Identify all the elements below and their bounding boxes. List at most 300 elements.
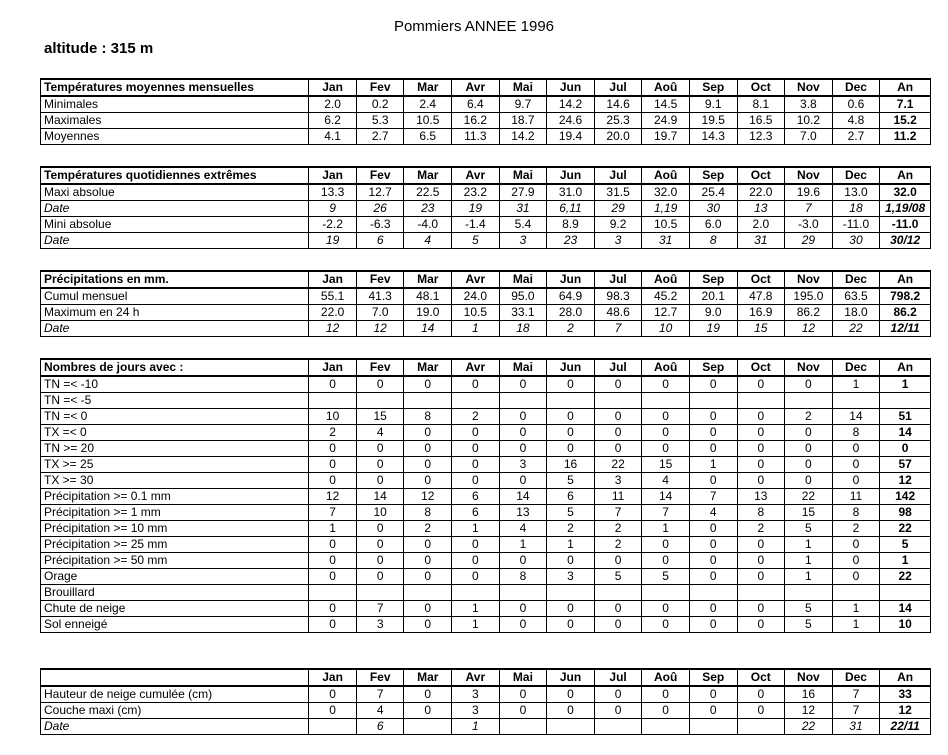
section-header: Précipitations en mm. [41, 271, 309, 288]
value-cell: 0 [452, 457, 500, 473]
value-cell: 6 [547, 489, 595, 505]
month-header: Mai [499, 271, 547, 288]
month-header: Dec [832, 271, 880, 288]
value-cell: 24.0 [452, 288, 500, 305]
value-cell: 0 [547, 425, 595, 441]
value-cell: 12 [356, 321, 404, 337]
section-table-t2 [40, 166, 931, 249]
value-cell: 55.1 [309, 288, 357, 305]
value-cell: 31 [642, 233, 690, 249]
month-header: An [880, 669, 931, 686]
value-cell: 16.9 [737, 305, 785, 321]
value-cell [452, 393, 500, 409]
value-cell: 0 [309, 376, 357, 393]
table-row [41, 376, 931, 393]
month-header: Sep [689, 167, 737, 184]
value-cell: 95.0 [499, 288, 547, 305]
table-row [41, 217, 931, 233]
value-cell: 0 [594, 703, 642, 719]
section-header: Températures moyennes mensuelles [41, 79, 309, 96]
value-cell: 12.3 [737, 129, 785, 145]
value-cell: 1 [785, 553, 833, 569]
value-cell: 0 [499, 703, 547, 719]
month-header: Sep [689, 359, 737, 376]
value-cell: -3.0 [785, 217, 833, 233]
value-cell: 14.2 [499, 129, 547, 145]
value-cell: 22 [785, 489, 833, 505]
value-cell: 0 [309, 537, 357, 553]
value-cell: 10 [642, 321, 690, 337]
value-cell: 4 [356, 425, 404, 441]
month-header: Oct [737, 669, 785, 686]
month-header: Jan [309, 669, 357, 686]
value-cell: 1 [452, 321, 500, 337]
row-label: Chute de neige [41, 601, 309, 617]
value-cell: 0 [832, 537, 880, 553]
value-cell [309, 719, 357, 735]
value-cell: 0 [499, 686, 547, 703]
value-cell: 4.8 [832, 113, 880, 129]
value-cell: 19 [452, 201, 500, 217]
value-cell: 2.0 [309, 96, 357, 113]
value-cell: 15 [737, 321, 785, 337]
value-cell: 0 [309, 441, 357, 457]
value-cell: 14 [832, 409, 880, 425]
value-cell: 13 [499, 505, 547, 521]
month-header: Oct [737, 271, 785, 288]
row-label: Date [41, 321, 309, 337]
section-table-t1 [40, 78, 931, 145]
value-cell: 31.5 [594, 184, 642, 201]
section-table-t3 [40, 270, 931, 337]
annual-cell: 11.2 [880, 129, 931, 145]
value-cell [785, 585, 833, 601]
value-cell: 3 [594, 233, 642, 249]
value-cell: 13.0 [832, 184, 880, 201]
value-cell: 0 [356, 473, 404, 489]
value-cell [309, 393, 357, 409]
value-cell: 1 [785, 569, 833, 585]
value-cell: 8 [689, 233, 737, 249]
value-cell: 0 [737, 473, 785, 489]
value-cell: 2 [547, 521, 595, 537]
table-row [41, 129, 931, 145]
value-cell: 0 [689, 409, 737, 425]
value-cell: 5 [785, 601, 833, 617]
row-label: Maximum en 24 h [41, 305, 309, 321]
value-cell: 9 [309, 201, 357, 217]
month-header: Oct [737, 167, 785, 184]
row-label: Sol enneigé [41, 617, 309, 633]
row-label: Cumul mensuel [41, 288, 309, 305]
value-cell: 7 [594, 505, 642, 521]
value-cell: 0 [737, 376, 785, 393]
value-cell: 0 [404, 617, 452, 633]
value-cell: 16 [547, 457, 595, 473]
row-label: Précipitation >= 10 mm [41, 521, 309, 537]
month-header: Oct [737, 79, 785, 96]
month-header: Mar [404, 271, 452, 288]
value-cell: 2 [737, 521, 785, 537]
month-header: Jan [309, 167, 357, 184]
value-cell: 1 [452, 617, 500, 633]
month-header: Avr [452, 271, 500, 288]
value-cell: 0 [594, 601, 642, 617]
value-cell: 0 [737, 457, 785, 473]
value-cell: 7 [689, 489, 737, 505]
value-cell: 7.0 [356, 305, 404, 321]
value-cell: 14 [642, 489, 690, 505]
value-cell: 2 [594, 521, 642, 537]
row-label: Précipitation >= 50 mm [41, 553, 309, 569]
value-cell: 41.3 [356, 288, 404, 305]
annual-cell: 57 [880, 457, 931, 473]
table-row [41, 96, 931, 113]
value-cell: 0 [499, 425, 547, 441]
month-header: Fev [356, 79, 404, 96]
value-cell: 13.3 [309, 184, 357, 201]
value-cell: 14.2 [547, 96, 595, 113]
value-cell: 0 [737, 537, 785, 553]
value-cell: 0 [594, 425, 642, 441]
value-cell [547, 585, 595, 601]
annual-cell [880, 393, 931, 409]
value-cell: 0 [309, 601, 357, 617]
value-cell: 0 [689, 686, 737, 703]
value-cell: 1 [642, 521, 690, 537]
value-cell: 12 [785, 703, 833, 719]
value-cell: 6.2 [309, 113, 357, 129]
value-cell: 0 [309, 686, 357, 703]
value-cell [785, 393, 833, 409]
value-cell: 0 [642, 425, 690, 441]
value-cell: 0 [594, 441, 642, 457]
value-cell: 2.7 [356, 129, 404, 145]
value-cell: 7 [832, 703, 880, 719]
value-cell: 14 [404, 321, 452, 337]
value-cell: 0 [499, 441, 547, 457]
value-cell: 0 [689, 617, 737, 633]
value-cell: 0 [309, 457, 357, 473]
value-cell: 5 [594, 569, 642, 585]
value-cell: 0 [642, 441, 690, 457]
value-cell: 4 [642, 473, 690, 489]
value-cell: 2 [594, 537, 642, 553]
value-cell: 1 [689, 457, 737, 473]
value-cell: 0 [452, 441, 500, 457]
annual-cell: 98 [880, 505, 931, 521]
value-cell: 19.6 [785, 184, 833, 201]
value-cell: 0 [547, 601, 595, 617]
value-cell: 3 [452, 703, 500, 719]
value-cell: 5 [547, 473, 595, 489]
value-cell [689, 719, 737, 735]
value-cell: 5 [785, 617, 833, 633]
annual-cell: 7.1 [880, 96, 931, 113]
value-cell: 24.6 [547, 113, 595, 129]
month-header: Fev [356, 167, 404, 184]
value-cell: 48.1 [404, 288, 452, 305]
value-cell: 0 [356, 521, 404, 537]
annual-cell: 1 [880, 553, 931, 569]
value-cell: 8 [737, 505, 785, 521]
value-cell: 0 [642, 409, 690, 425]
value-cell: 2.4 [404, 96, 452, 113]
value-cell: 3 [547, 569, 595, 585]
annual-cell: 12 [880, 703, 931, 719]
value-cell [452, 585, 500, 601]
value-cell: 0 [832, 473, 880, 489]
value-cell: 0 [356, 457, 404, 473]
value-cell: 63.5 [832, 288, 880, 305]
row-label: TX >= 30 [41, 473, 309, 489]
value-cell: 2 [309, 425, 357, 441]
value-cell: 22.0 [309, 305, 357, 321]
row-label: Maxi absolue [41, 184, 309, 201]
value-cell: 0 [594, 553, 642, 569]
value-cell: 7 [594, 321, 642, 337]
value-cell: 8 [404, 505, 452, 521]
value-cell: 0 [785, 457, 833, 473]
value-cell: 4 [689, 505, 737, 521]
month-header: Mai [499, 167, 547, 184]
value-cell: 31.0 [547, 184, 595, 201]
value-cell: 0 [689, 441, 737, 457]
value-cell: 0 [404, 553, 452, 569]
value-cell: 0 [642, 537, 690, 553]
row-label: TN =< 0 [41, 409, 309, 425]
table-row [41, 505, 931, 521]
section-header: Températures quotidiennes extrêmes [41, 167, 309, 184]
value-cell: 0.6 [832, 96, 880, 113]
month-header: Avr [452, 167, 500, 184]
value-cell: 8.1 [737, 96, 785, 113]
value-cell [642, 393, 690, 409]
month-header: Dec [832, 167, 880, 184]
row-label: TN =< -10 [41, 376, 309, 393]
row-label: Orage [41, 569, 309, 585]
month-header: Mar [404, 669, 452, 686]
table-row [41, 113, 931, 129]
value-cell: 11 [832, 489, 880, 505]
value-cell: -4.0 [404, 217, 452, 233]
value-cell: 8 [832, 505, 880, 521]
value-cell: 0 [356, 553, 404, 569]
value-cell: 0 [737, 553, 785, 569]
month-header: Fev [356, 359, 404, 376]
value-cell: 0 [452, 553, 500, 569]
table-row [41, 184, 931, 201]
month-header: Jul [594, 271, 642, 288]
value-cell: 0 [309, 473, 357, 489]
row-label: Minimales [41, 96, 309, 113]
value-cell: 28.0 [547, 305, 595, 321]
value-cell: 0 [832, 553, 880, 569]
value-cell: 18.0 [832, 305, 880, 321]
value-cell: 2 [452, 409, 500, 425]
value-cell: 10.5 [642, 217, 690, 233]
value-cell: 1 [452, 521, 500, 537]
value-cell [547, 719, 595, 735]
month-header: Jul [594, 167, 642, 184]
value-cell: 0 [452, 569, 500, 585]
value-cell: 0 [737, 441, 785, 457]
value-cell: 3 [499, 457, 547, 473]
table-row [41, 686, 931, 703]
month-header: Avr [452, 79, 500, 96]
value-cell: 0 [737, 425, 785, 441]
value-cell: 0 [689, 537, 737, 553]
value-cell: 11.3 [452, 129, 500, 145]
altitude-label: altitude : 315 m [44, 40, 154, 57]
value-cell: 0 [547, 553, 595, 569]
month-header: Nov [785, 359, 833, 376]
annual-cell: -11.0 [880, 217, 931, 233]
value-cell: 9.7 [499, 96, 547, 113]
value-cell: 0 [404, 601, 452, 617]
row-label: Mini absolue [41, 217, 309, 233]
row-label: Précipitation >= 0.1 mm [41, 489, 309, 505]
month-header: Aoû [642, 271, 690, 288]
value-cell: 7 [785, 201, 833, 217]
value-cell: 0 [404, 441, 452, 457]
table-row [41, 441, 931, 457]
value-cell: 5 [547, 505, 595, 521]
table-row [41, 703, 931, 719]
value-cell: 0 [309, 569, 357, 585]
value-cell [737, 719, 785, 735]
value-cell: 0 [689, 473, 737, 489]
value-cell: 10.5 [452, 305, 500, 321]
value-cell: 8 [404, 409, 452, 425]
value-cell: 10 [356, 505, 404, 521]
value-cell: 0 [547, 441, 595, 457]
value-cell: 0 [737, 703, 785, 719]
value-cell [737, 393, 785, 409]
month-header: Aoû [642, 167, 690, 184]
value-cell: 18.7 [499, 113, 547, 129]
month-header: Sep [689, 271, 737, 288]
row-label: TN =< -5 [41, 393, 309, 409]
month-header: Mar [404, 359, 452, 376]
value-cell: 15 [356, 409, 404, 425]
value-cell: 0 [452, 376, 500, 393]
table-row [41, 393, 931, 409]
table-row [41, 569, 931, 585]
value-cell [499, 393, 547, 409]
value-cell: 5 [452, 233, 500, 249]
month-header: Mai [499, 359, 547, 376]
value-cell: 1 [309, 521, 357, 537]
value-cell: 0 [594, 376, 642, 393]
row-label: Date [41, 719, 309, 735]
value-cell: 0 [404, 703, 452, 719]
month-header: Jun [547, 669, 595, 686]
table-row [41, 489, 931, 505]
value-cell: 98.3 [594, 288, 642, 305]
header-row [41, 359, 931, 376]
month-header: Jul [594, 669, 642, 686]
value-cell: 0 [309, 553, 357, 569]
value-cell: 0 [404, 425, 452, 441]
value-cell: 13 [737, 489, 785, 505]
value-cell [689, 585, 737, 601]
annual-cell: 10 [880, 617, 931, 633]
value-cell: 0 [499, 376, 547, 393]
value-cell: 6 [452, 489, 500, 505]
value-cell: 14.3 [689, 129, 737, 145]
value-cell: 0 [594, 686, 642, 703]
value-cell: 7 [356, 601, 404, 617]
annual-cell: 22/11 [880, 719, 931, 735]
value-cell: 30 [832, 233, 880, 249]
value-cell: -6.3 [356, 217, 404, 233]
value-cell: 0 [642, 376, 690, 393]
month-header: Avr [452, 359, 500, 376]
value-cell: -11.0 [832, 217, 880, 233]
month-header: Jan [309, 359, 357, 376]
month-header: An [880, 271, 931, 288]
value-cell [642, 585, 690, 601]
annual-cell: 1 [880, 376, 931, 393]
month-header: Nov [785, 669, 833, 686]
value-cell: 22 [832, 321, 880, 337]
value-cell [832, 585, 880, 601]
value-cell: 9.2 [594, 217, 642, 233]
row-label: TN >= 20 [41, 441, 309, 457]
month-header: Fev [356, 271, 404, 288]
value-cell: 0 [547, 376, 595, 393]
value-cell: 14 [499, 489, 547, 505]
value-cell: 4 [356, 703, 404, 719]
value-cell: 12.7 [356, 184, 404, 201]
value-cell: 0 [356, 376, 404, 393]
value-cell: 20.0 [594, 129, 642, 145]
month-header: Aoû [642, 79, 690, 96]
value-cell: 6 [356, 719, 404, 735]
value-cell: 0 [404, 457, 452, 473]
value-cell: 0 [689, 569, 737, 585]
month-header: Mar [404, 79, 452, 96]
month-header: Mai [499, 669, 547, 686]
month-header: Dec [832, 79, 880, 96]
value-cell: 0 [832, 441, 880, 457]
value-cell: 19.5 [689, 113, 737, 129]
value-cell: 8 [832, 425, 880, 441]
value-cell: 0 [547, 409, 595, 425]
value-cell: 29 [594, 201, 642, 217]
value-cell: 27.9 [499, 184, 547, 201]
value-cell: 0 [737, 686, 785, 703]
value-cell: 23.2 [452, 184, 500, 201]
value-cell: 0 [499, 601, 547, 617]
value-cell: 7 [309, 505, 357, 521]
table-row [41, 233, 931, 249]
value-cell: 2 [404, 521, 452, 537]
value-cell: 1 [499, 537, 547, 553]
value-cell: 31 [737, 233, 785, 249]
value-cell: 15 [642, 457, 690, 473]
value-cell: 30 [689, 201, 737, 217]
value-cell: 0 [404, 473, 452, 489]
month-header: Aoû [642, 669, 690, 686]
value-cell: 0 [785, 425, 833, 441]
value-cell: 3 [594, 473, 642, 489]
value-cell: 2 [832, 521, 880, 537]
value-cell: 0 [309, 703, 357, 719]
value-cell: 0 [642, 601, 690, 617]
value-cell [594, 393, 642, 409]
